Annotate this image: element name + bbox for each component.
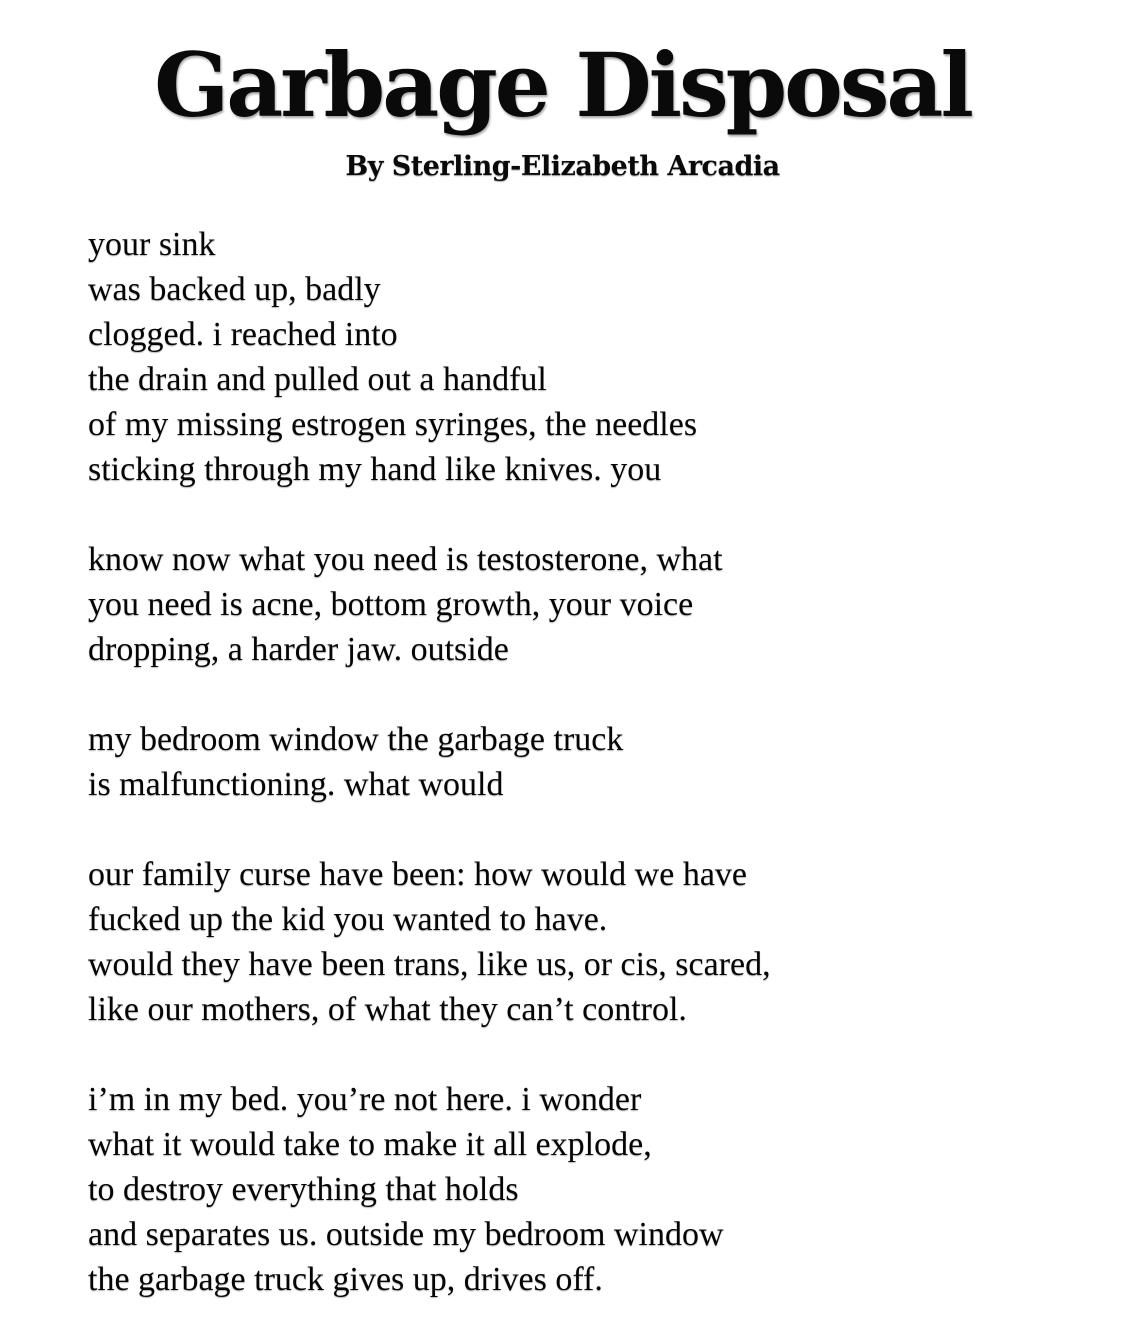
poem-title: Garbage Disposal <box>154 33 971 137</box>
poem-line: and separates us. outside my bedroom window <box>88 1215 724 1253</box>
poem-line: you need is acne, bottom growth, your voice <box>88 585 694 623</box>
poem-line: of my missing estrogen syringes, the needles <box>88 405 698 443</box>
poem-line: what it would take to make it all explode, <box>88 1125 652 1163</box>
poem-line: the drain and pulled out a handful <box>88 360 547 398</box>
poem-line: i’m in my bed. you’re not here. i wonder <box>88 1080 642 1118</box>
poem-stanza <box>88 222 1065 492</box>
poem-body <box>88 222 1065 1302</box>
poem-line: your sink <box>88 225 216 263</box>
poem-stanza <box>88 852 1065 1032</box>
poem-line: to destroy everything that holds <box>88 1170 519 1208</box>
poem-line: know now what you need is testosterone, what <box>88 540 723 578</box>
poem-line: like our mothers, of what they can’t control. <box>88 990 687 1028</box>
poem-line: sticking through my hand like knives. you <box>88 450 662 488</box>
poem-line: clogged. i reached into <box>88 315 398 353</box>
poem-line: our family curse have been: how would we have <box>88 855 747 893</box>
poem-line: dropping, a harder jaw. outside <box>88 630 509 668</box>
poem-line: would they have been trans, like us, or cis, scared, <box>88 945 771 983</box>
poem-stanza <box>88 1077 1065 1302</box>
poem-line: is malfunctioning. what would <box>88 765 504 803</box>
poem-stanza <box>88 537 1065 672</box>
poem-byline: By Sterling-Elizabeth Arcadia <box>345 150 780 182</box>
poem-line: the garbage truck gives up, drives off. <box>88 1260 603 1298</box>
poem-line: my bedroom window the garbage truck <box>88 720 624 758</box>
poem-line: fucked up the kid you wanted to have. <box>88 900 608 938</box>
poem-line: was backed up, badly <box>88 270 381 308</box>
poem-stanza <box>88 717 1065 807</box>
